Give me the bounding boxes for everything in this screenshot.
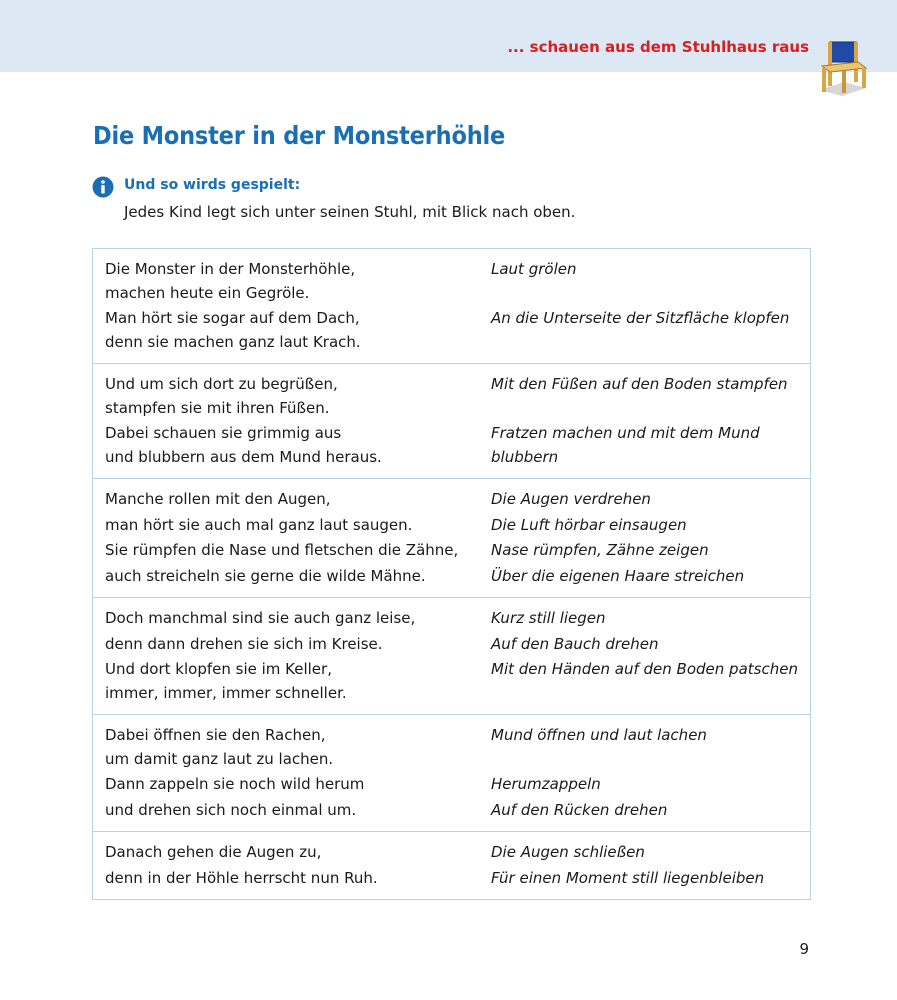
action <box>491 799 798 823</box>
lyric-line: Dabei schauen sie grimmig aus <box>105 424 342 442</box>
action <box>491 565 798 589</box>
verse-pair <box>105 633 798 657</box>
lyrics <box>105 724 491 771</box>
verse-block <box>93 364 810 479</box>
verse-pair <box>105 307 798 354</box>
verse-pair <box>105 565 798 589</box>
verse-pair <box>105 658 798 705</box>
verse-pair <box>105 773 798 797</box>
verse-pair <box>105 724 798 771</box>
verse-block <box>93 832 810 900</box>
info-icon <box>92 176 114 198</box>
lyric-line: Die Monster in der Monsterhöhle, <box>105 260 356 278</box>
lyric-line: auch streicheln sie gerne die wilde Mähne. <box>105 566 426 585</box>
lyric-line: machen heute ein Gegröle. <box>105 283 310 302</box>
lyric-line: denn dann drehen sie sich im Kreise. <box>105 634 383 653</box>
action <box>491 658 798 705</box>
lyric-line: Sie rümpfen die Nase und fletschen die Zähne, <box>105 541 459 559</box>
action <box>491 773 798 797</box>
action-line: Mund öffnen und laut lachen <box>491 726 707 744</box>
how-to-play-label: Und so wirds gespielt: <box>124 177 301 193</box>
lyric-line: Danach gehen die Augen zu, <box>105 843 322 861</box>
lyrics <box>105 565 491 589</box>
action <box>491 514 798 538</box>
lyric-line: man hört sie auch mal ganz laut saugen. <box>105 515 413 534</box>
action <box>491 841 798 865</box>
lyrics <box>105 373 491 420</box>
lyrics <box>105 633 491 657</box>
lyrics <box>105 258 491 305</box>
action-line: blubbern <box>491 447 559 466</box>
lyric-line: Und dort klopfen sie im Keller, <box>105 660 332 678</box>
lyric-line: Und um sich dort zu begrüßen, <box>105 375 338 393</box>
verse-pair <box>105 373 798 420</box>
lyrics <box>105 799 491 823</box>
action-line: Die Luft hörbar einsaugen <box>491 515 687 534</box>
verse-block <box>93 598 810 715</box>
action-line: Über die eigenen Haare streichen <box>491 566 745 585</box>
action-line: Die Augen verdrehen <box>491 490 651 508</box>
action <box>491 607 798 631</box>
lyrics <box>105 867 491 891</box>
action-line: An die Unterseite der Sitzfläche klopfen <box>491 309 790 327</box>
action <box>491 867 798 891</box>
lyric-line: Dann zappeln sie noch wild herum <box>105 775 365 793</box>
chair-icon <box>814 38 870 100</box>
lyric-line: Manche rollen mit den Augen, <box>105 490 331 508</box>
action-line: Herumzappeln <box>491 775 601 793</box>
action-line: Laut grölen <box>491 260 577 278</box>
action-line: Mit den Füßen auf den Boden stampfen <box>491 375 788 393</box>
lyric-line: Doch manchmal sind sie auch ganz leise, <box>105 609 416 627</box>
lyric-line: um damit ganz laut zu lachen. <box>105 749 334 768</box>
verse-pair <box>105 607 798 631</box>
action <box>491 539 798 563</box>
lyrics <box>105 841 491 865</box>
lyrics <box>105 422 491 469</box>
verse-pair <box>105 539 798 563</box>
lyric-line: immer, immer, immer schneller. <box>105 683 347 702</box>
lyrics <box>105 307 491 354</box>
verse-pair <box>105 841 798 865</box>
how-to-play-text: Jedes Kind legt sich unter seinen Stuhl, mit Blick nach oben. <box>124 203 576 221</box>
page-title: Die Monster in der Monsterhöhle <box>93 121 506 150</box>
running-header: ... schauen aus dem Stuhlhaus raus <box>507 38 809 56</box>
lyrics <box>105 488 491 512</box>
lyric-line: und blubbern aus dem Mund heraus. <box>105 447 382 466</box>
lyric-line: denn sie machen ganz laut Krach. <box>105 332 361 351</box>
verse-pair <box>105 258 798 305</box>
action <box>491 258 798 305</box>
action-line: Auf den Bauch drehen <box>491 634 659 653</box>
verse-pair <box>105 422 798 469</box>
action-line: Für einen Moment still liegenbleiben <box>491 868 765 887</box>
top-band <box>0 0 897 72</box>
lyrics <box>105 539 491 563</box>
lyrics <box>105 658 491 705</box>
action <box>491 307 798 354</box>
lyric-line: und drehen sich noch einmal um. <box>105 800 357 819</box>
lyric-line: denn in der Höhle herrscht nun Ruh. <box>105 868 378 887</box>
lyrics <box>105 607 491 631</box>
action <box>491 422 798 469</box>
action <box>491 488 798 512</box>
page-number: 9 <box>799 940 809 958</box>
action-line: Auf den Rücken drehen <box>491 800 668 819</box>
verse-pair <box>105 514 798 538</box>
verse-block <box>93 479 810 598</box>
action <box>491 633 798 657</box>
action <box>491 373 798 420</box>
action-line: Mit den Händen auf den Boden patschen <box>491 660 798 678</box>
verse-table <box>92 248 811 900</box>
lyric-line: Man hört sie sogar auf dem Dach, <box>105 309 360 327</box>
verse-block <box>93 715 810 832</box>
verse-pair <box>105 799 798 823</box>
action-line: Fratzen machen und mit dem Mund <box>491 424 760 442</box>
action <box>491 724 798 771</box>
action-line: Kurz still liegen <box>491 609 606 627</box>
lyrics <box>105 514 491 538</box>
lyric-line: Dabei öffnen sie den Rachen, <box>105 726 326 744</box>
verse-pair <box>105 488 798 512</box>
lyrics <box>105 773 491 797</box>
action-line: Die Augen schließen <box>491 843 645 861</box>
verse-block <box>93 249 810 364</box>
lyric-line: stampfen sie mit ihren Füßen. <box>105 398 330 417</box>
verse-pair <box>105 867 798 891</box>
action-line: Nase rümpfen, Zähne zeigen <box>491 541 709 559</box>
